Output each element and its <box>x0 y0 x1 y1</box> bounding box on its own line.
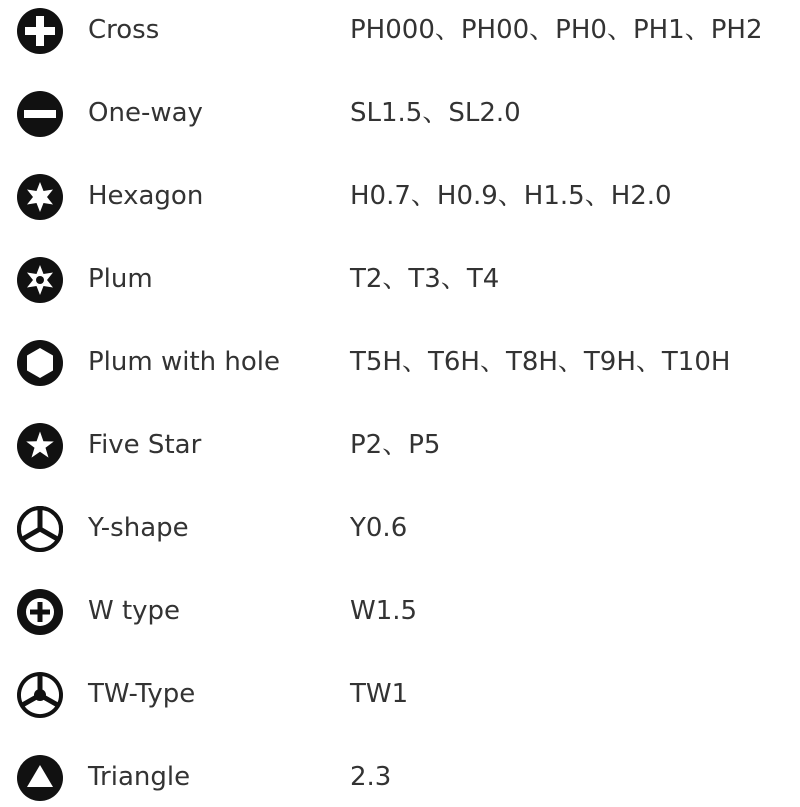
bit-type-name: Y-shape <box>88 513 189 543</box>
bit-sizes: 2.3 <box>350 762 392 792</box>
one-way-bit-icon <box>16 90 64 138</box>
y-shape-bit-icon <box>16 505 64 553</box>
bit-type-name: Plum <box>88 264 153 294</box>
five-star-bit-icon <box>16 422 64 470</box>
bit-sizes: W1.5 <box>350 596 418 626</box>
bit-type-name: Triangle <box>88 762 191 792</box>
bit-type-name: Plum with hole <box>88 347 281 377</box>
list-item <box>0 581 800 641</box>
bit-sizes: T2、T3、T4 <box>350 264 500 294</box>
triangle-bit-icon <box>16 754 64 802</box>
list-item <box>0 83 800 143</box>
bit-sizes: P2、P5 <box>350 430 441 460</box>
bit-type-name: Hexagon <box>88 181 204 211</box>
bit-sizes: PH000、PH00、PH0、PH1、PH2 <box>350 15 763 45</box>
bit-type-name: Five Star <box>88 430 202 460</box>
bit-sizes: TW1 <box>350 679 409 709</box>
bit-type-name: TW-Type <box>88 679 196 709</box>
list-item <box>0 415 800 475</box>
list-item <box>0 166 800 226</box>
list-item <box>0 332 800 392</box>
list-item <box>0 0 800 60</box>
bit-sizes: Y0.6 <box>350 513 408 543</box>
bit-type-name: One-way <box>88 98 203 128</box>
list-item <box>0 747 800 807</box>
list-item <box>0 498 800 558</box>
plum-with-hole-bit-icon <box>16 339 64 387</box>
bit-type-name: W type <box>88 596 181 626</box>
bit-sizes: SL1.5、SL2.0 <box>350 98 521 128</box>
bit-sizes: T5H、T6H、T8H、T9H、T10H <box>350 347 731 377</box>
list-item <box>0 249 800 309</box>
bit-sizes: H0.7、H0.9、H1.5、H2.0 <box>350 181 672 211</box>
w-type-bit-icon <box>16 588 64 636</box>
plum-bit-icon <box>16 256 64 304</box>
hexagon-bit-icon <box>16 173 64 221</box>
list-item <box>0 664 800 724</box>
bit-type-name: Cross <box>88 15 160 45</box>
tw-type-bit-icon <box>16 671 64 719</box>
cross-bit-icon <box>16 7 64 55</box>
